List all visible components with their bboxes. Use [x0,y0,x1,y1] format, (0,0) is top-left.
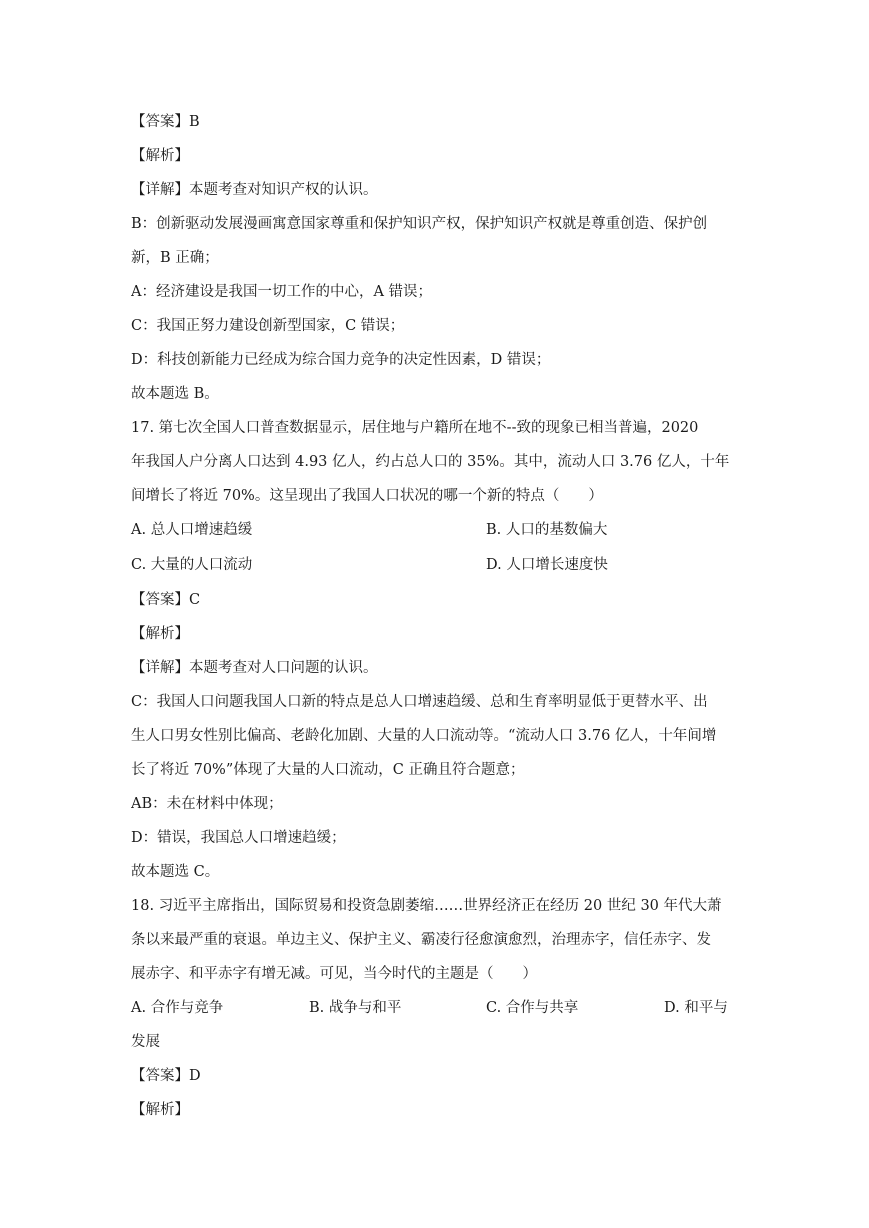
q17-option-a: A. 总人口增速趋缓 [131,522,253,538]
q17-option-c: C. 大量的人口流动 [131,557,253,573]
explanation-line: C：我国人口问题我国人口新的特点是总人口增速趋缓、总和生育率明显低于更替水平、出 [131,694,708,710]
explanation-line: 新，B 正确； [131,250,219,266]
question-18-stem: 条以来最严重的衰退。单边主义、保护主义、霸凌行径愈演愈烈，治理赤字，信任赤字、发 [131,932,711,948]
conclusion-text: 故本题选 C。 [131,864,220,880]
detail-text: 【详解】本题考查对人口问题的认识。 [131,660,378,676]
question-17-stem: 17. 第七次全国人口普查数据显示，居住地与户籍所在地不--致的现象已相当普遍，2020 [131,420,699,436]
conclusion-text: 故本题选 B。 [131,386,219,402]
q17-option-b: B. 人口的基数偏大 [486,522,608,538]
analysis-label: 【解析】 [131,626,189,642]
question-17-stem: 间增长了将近 70%。这呈现出了我国人口状况的哪一个新的特点（ ） [131,488,603,504]
q18-option-d-continued: 发展 [131,1034,160,1050]
explanation-line: AB：未在材料中体现； [131,796,283,812]
explanation-line: B：创新驱动发展漫画寓意国家尊重和保护知识产权，保护知识产权就是尊重创造、保护创 [131,216,708,232]
q18-option-d: D. 和平与 [664,1000,728,1016]
q18-option-a: A. 合作与竞争 [131,1000,224,1016]
analysis-label: 【解析】 [131,1102,189,1118]
q18-option-c: C. 合作与共享 [486,1000,579,1016]
question-17-stem: 年我国人户分离人口达到 4.93 亿人，约占总人口的 35%。其中，流动人口 3.76 亿人，十年 [131,454,730,470]
q18-option-b: B. 战争与和平 [309,1000,402,1016]
explanation-line: D：科技创新能力已经成为综合国力竞争的决定性因素，D 错误； [131,352,551,368]
question-18-stem: 18. 习近平主席指出，国际贸易和投资急剧萎缩……世界经济正在经历 20 世纪 30 年代大萧 [131,898,722,914]
explanation-line: D：错误，我国总人口增速趋缓； [131,830,346,846]
q17-option-d: D. 人口增长速度快 [486,557,608,573]
explanation-line: 生人口男女性别比偏高、老龄化加剧、大量的人口流动等。“流动人口 3.76 亿人，十年间增 [131,728,717,744]
analysis-label: 【解析】 [131,148,189,164]
detail-text: 【详解】本题考查对知识产权的认识。 [131,182,378,198]
answer-label: 【答案】C [131,592,201,608]
question-18-stem: 展赤字、和平赤字有增无减。可见，当今时代的主题是（ ） [131,966,537,982]
explanation-line: C：我国正努力建设创新型国家，C 错误； [131,318,405,334]
answer-label: 【答案】B [131,114,200,130]
explanation-line: A：经济建设是我国一切工作的中心，A 错误； [131,284,433,300]
answer-label: 【答案】D [131,1068,201,1084]
explanation-line: 长了将近 70%”体现了大量的人口流动，C 正确且符合题意； [131,762,525,778]
